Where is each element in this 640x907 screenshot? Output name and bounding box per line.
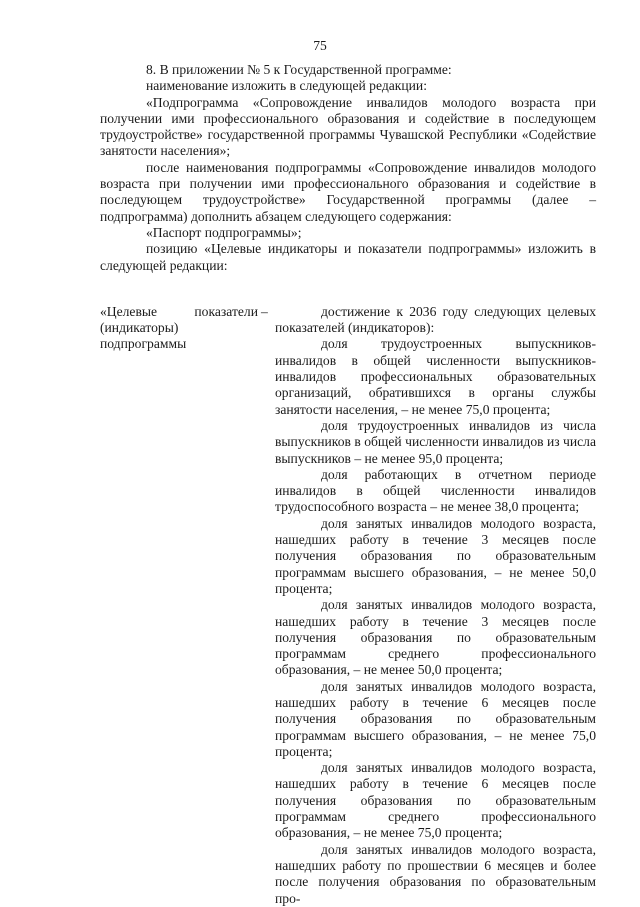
indicator-item: доля трудоустроенных инвалидов из числа выпускников в общей численности инвалидов из числа выпускников – не менее 95,0 процента; bbox=[275, 417, 596, 466]
paragraph-add-instruction: после наименования подпрограммы «Сопровождение инвалидов молодого возраста при получении ими профессионального образования и содействие в последующем трудоустройстве» Государственной программы (далее – подпрограмма) дополнить абзацем следующего содержания: bbox=[100, 159, 596, 224]
indicator-item: доля занятых инвалидов молодого возраста, нашедших работу в течение 6 месяцев после получения образования по образовательным программам среднего профессионального образования, – не менее 75,0 процента; bbox=[275, 760, 596, 841]
paragraph-passport: «Паспорт подпрограммы»; bbox=[146, 224, 302, 240]
paragraph-rename-instruction: наименование изложить в следующей редакции: bbox=[146, 78, 427, 94]
indicator-item: доля занятых инвалидов молодого возраста, нашедших работу в течение 3 месяцев после получения образования по образовательным программам высшего образования, – не менее 50,0 процента; bbox=[275, 515, 596, 596]
indicator-item: доля работающих в отчетном периоде инвалидов в общей численности инвалидов трудоспособного возраста – не менее 38,0 процента; bbox=[275, 466, 596, 515]
indicator-item: доля занятых инвалидов молодого возраста, нашедших работу по прошествии 6 месяцев и более после получения образования по образовательным про- bbox=[275, 841, 596, 906]
spacer bbox=[100, 274, 596, 304]
table-dash: – bbox=[261, 303, 268, 319]
paragraph-subprogram-title: «Подпрограмма «Сопровождение инвалидов молодого возраста при получении ими профессионального образования и содействие в последующем трудоустройстве» государственной программы Чувашской Республики «Содействие занятости населения»; bbox=[100, 94, 596, 159]
document-body bbox=[100, 62, 596, 906]
indicator-item: достижение к 2036 году следующих целевых показателей (индикаторов): bbox=[275, 303, 596, 336]
paragraph-item-8: 8. В приложении № 5 к Государственной программе: bbox=[146, 62, 452, 77]
indicators-table-row bbox=[100, 303, 596, 906]
indicator-item: доля занятых инвалидов молодого возраста, нашедших работу в течение 6 месяцев после получения образования по образовательным программам высшего образования, – не менее 75,0 процента; bbox=[275, 678, 596, 759]
indicator-item: доля трудоустроенных выпускников-инвалидов в общей численности выпускников-инвалидов профессиональных образовательных организаций, обратившихся в органы службы занятости населения, – не менее 75,0 процента; bbox=[275, 336, 596, 417]
paragraph-position-instruction: позицию «Целевые индикаторы и показатели подпрограммы» изложить в следующей редакции: bbox=[100, 241, 596, 273]
table-label-cell: «Целевые показатели (индикаторы) подпрограммы bbox=[100, 303, 258, 352]
table-value-cell bbox=[275, 304, 596, 907]
page-number: 75 bbox=[313, 38, 327, 53]
indicator-item: доля занятых инвалидов молодого возраста, нашедших работу в течение 3 месяцев после получения образования по образовательным программам среднего профессионального образования, – не менее 50,0 процента; bbox=[275, 597, 596, 678]
